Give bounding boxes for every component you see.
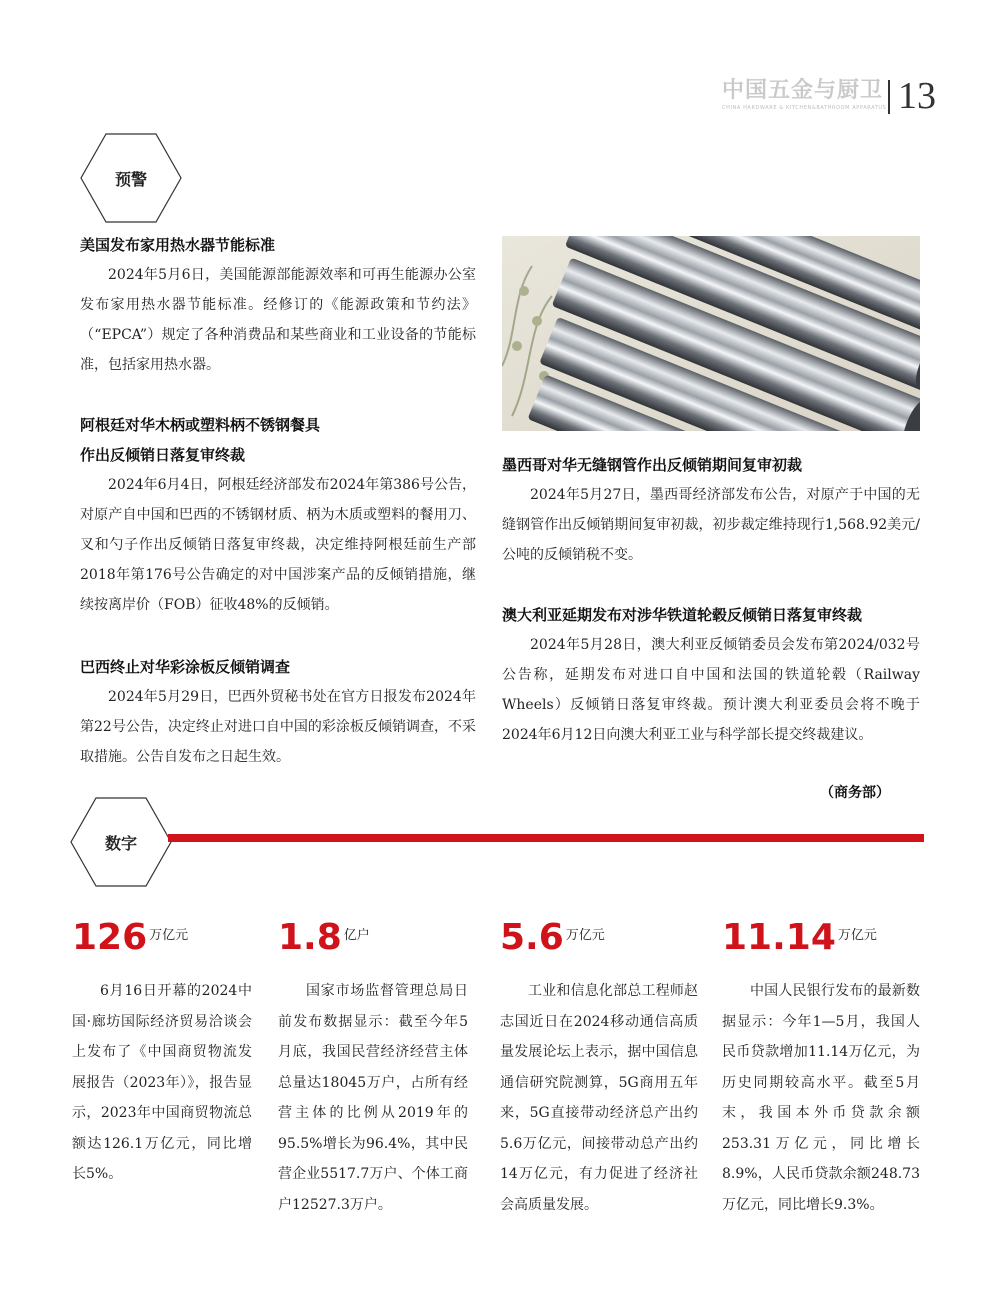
stat-block-trade-logistics <box>72 908 252 1190</box>
article-title-line-2: 作出反倾销日落复审终裁 <box>80 446 246 464</box>
article-body: 2024年5月27日，墨西哥经济部发布公告，对原产于中国的无缝钢管作出反倾销期间复审初裁，初步裁定维持现行1,568.92美元/公吨的反倾销税不变。 <box>502 487 920 563</box>
article-body: 2024年5月6日，美国能源部能源效率和可再生能源办公室发布家用热水器节能标准。经修订的《能源政策和节约法》（“EPCA”）规定了各种消费品和某些商业和工业设备的节能标准，包括家用热水器。 <box>80 267 476 373</box>
magazine-logo: 中国五金与厨卫 <box>722 78 884 103</box>
stat-description: 中国人民银行发布的最新数据显示：今年1—5月，我国人民币贷款增加11.14万亿元，为历史同期较高水平。截至5月末，我国本外币贷款余额253.31万亿元，同比增长8.9%，人民币贷款余额248.73万亿元，同比增长9.3%。 <box>722 983 920 1213</box>
steel-pipes-image <box>502 236 920 431</box>
page-number: 13 <box>898 75 936 117</box>
stat-unit: 万亿元 <box>149 928 189 943</box>
stat-block-rmb-loans <box>722 908 920 1220</box>
article-title: 巴西终止对华彩涂板反倾销调查 <box>80 658 291 676</box>
section-badge-warning <box>80 133 182 223</box>
stat-unit: 亿户 <box>343 928 370 943</box>
article-australia-railway-wheels <box>502 600 920 750</box>
section-badge-numbers <box>70 797 172 887</box>
stat-number: 126 <box>72 917 148 958</box>
article-title-line-1: 阿根廷对华木柄或塑料柄不锈钢餐具 <box>80 416 321 434</box>
stat-block-5g-output <box>500 908 698 1220</box>
stat-unit: 万亿元 <box>837 928 877 943</box>
magazine-masthead <box>722 78 887 118</box>
section-title-numbers: 数字 <box>104 833 137 853</box>
stat-description: 国家市场监督管理总局日前发布数据显示：截至今年5月底，我国民营经济经营主体总量达18045万户，占所有经营主体的比例从2019年的95.5%增长为96.4%，其中民营企业5517.7万户、个体工商户12527.3万户。 <box>278 983 468 1213</box>
page-number-divider <box>888 80 890 114</box>
article-body: 2024年5月28日，澳大利亚反倾销委员会发布第2024/032号公告称，延期发布对进口自中国和法国的铁道轮毂（Railway Wheels）反倾销日落复审终裁。预计澳大利亚委员会将不晚于2024年6月12日向澳大利亚工业与科学部长提交终裁建议。 <box>502 637 920 743</box>
stat-number: 1.8 <box>278 917 342 958</box>
article-title: 墨西哥对华无缝钢管作出反倾销期间复审初裁 <box>502 456 803 474</box>
stat-number: 11.14 <box>722 917 836 958</box>
article-body: 2024年6月4日，阿根廷经济部发布2024年第386号公告，对原产自中国和巴西的不锈钢材质、柄为木质或塑料的餐用刀、叉和勺子作出反倾销日落复审终裁，决定维持阿根廷前生产部2018年第176号公告确定的对中国涉案产品的反倾销措施，继续按离岸价（FOB）征收48%的反倾销。 <box>80 477 476 613</box>
article-title: 美国发布家用热水器节能标准 <box>80 236 276 254</box>
article-brazil-coated-sheet <box>80 652 476 772</box>
article-argentina-tableware <box>80 410 476 620</box>
magazine-logo-subtitle: CHINA HARDWARE & KITCHEN&BATHROOM APPARATUS <box>722 105 887 111</box>
steel-pipes-photo <box>502 236 920 431</box>
section-divider-bar <box>168 834 924 842</box>
article-us-water-heater <box>80 230 476 380</box>
stat-block-private-entities <box>278 908 468 1220</box>
article-title: 澳大利亚延期发布对涉华铁道轮毂反倾销日落复审终裁 <box>502 606 863 624</box>
stat-number: 5.6 <box>500 917 564 958</box>
stat-description: 工业和信息化部总工程师赵志国近日在2024移动通信高质量发展论坛上表示，据中国信息通信研究院测算，5G商用五年来，5G直接带动经济总产出约5.6万亿元，间接带动总产出约14万亿元，有力促进了经济社会高质量发展。 <box>500 983 698 1213</box>
source-credit: （商务部） <box>820 785 890 801</box>
article-body: 2024年5月29日，巴西外贸秘书处在官方日报发布2024年第22号公告，决定终止对进口自中国的彩涂板反倾销调查，不采取措施。公告自发布之日起生效。 <box>80 689 476 765</box>
stat-description: 6月16日开幕的2024中国·廊坊国际经济贸易洽谈会上发布了《中国商贸物流发展报告（2023年）》，报告显示，2023年中国商贸物流总额达126.1万亿元，同比增长5%。 <box>72 983 252 1182</box>
stat-unit: 万亿元 <box>565 928 605 943</box>
article-mexico-seamless-pipe <box>502 450 920 570</box>
section-title-warning: 预警 <box>114 169 147 189</box>
